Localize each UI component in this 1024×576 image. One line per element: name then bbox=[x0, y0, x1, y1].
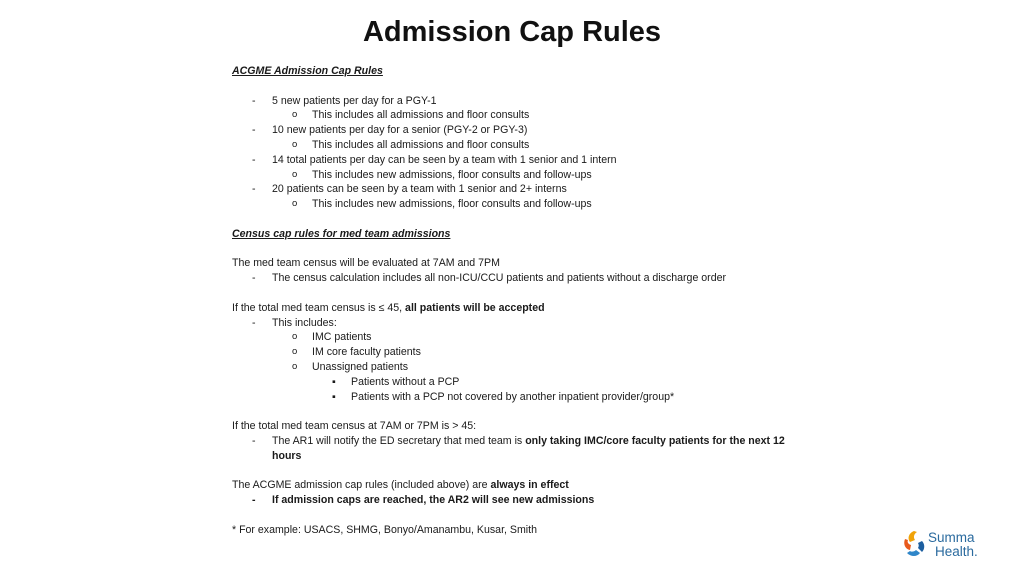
over-bullet-prefix: The AR1 will notify the ED secretary that med team is bbox=[272, 434, 526, 447]
cap-effect-text bbox=[232, 478, 852, 493]
census-over-bullet bbox=[232, 434, 812, 464]
over-bullet-bold: only taking IMC/core faculty patients for the next 12 hours bbox=[272, 434, 785, 462]
caps-reached-bullet: - If admission caps are reached, the AR2 will see new admissions bbox=[232, 493, 852, 508]
logo-wordmark bbox=[928, 531, 978, 559]
census-over-threshold: If the total med team census at 7AM or 7PM is > 45: bbox=[232, 420, 477, 433]
acgme-rule-2: - 10 new patients per day for a senior (PGY-2 or PGY-3) bbox=[232, 123, 852, 138]
includes-item-imc: o IMC patients bbox=[232, 330, 852, 345]
acgme-rule-2-note: o This includes all admissions and floor consults bbox=[232, 138, 852, 153]
includes-label: - This includes: bbox=[232, 316, 852, 331]
census-heading: Census cap rules for med team admissions bbox=[232, 227, 451, 240]
document-body bbox=[232, 64, 852, 538]
unassigned-sub-no-pcp: ▪ Patients without a PCP bbox=[232, 375, 852, 390]
includes-item-faculty: o IM core faculty patients bbox=[232, 345, 852, 360]
acgme-rule-3-note: o This includes new admissions, floor consults and follow-ups bbox=[232, 168, 852, 183]
acgme-rule-4: - 20 patients can be seen by a team with 1 senior and 2+ interns bbox=[232, 182, 852, 197]
footnote: * For example: USACS, SHMG, Bonyo/Amanambu, Kusar, Smith bbox=[232, 523, 537, 536]
logo-line-2: Health. bbox=[935, 544, 978, 559]
unassigned-sub-pcp-not-covered: ▪ Patients with a PCP not covered by another inpatient provider/group* bbox=[232, 390, 852, 405]
acgme-rule-4-note: o This includes new admissions, floor consults and follow-ups bbox=[232, 197, 852, 212]
includes-item-unassigned: o Unassigned patients bbox=[232, 360, 852, 375]
logo-line-1: Summa bbox=[928, 530, 975, 545]
census-calculation-text: - The census calculation includes all non-ICU/CCU patients and patients without a discharge order bbox=[232, 271, 852, 286]
page-title: Admission Cap Rules bbox=[362, 16, 662, 48]
census-under-prefix: If the total med team census is ≤ 45, bbox=[232, 301, 406, 314]
acgme-rule-1: - 5 new patients per day for a PGY-1 bbox=[232, 94, 852, 109]
summa-logo-mark-icon bbox=[902, 529, 928, 563]
census-under-bold: all patients will be accepted bbox=[405, 301, 545, 314]
acgme-rule-1-note: o This includes all admissions and floor consults bbox=[232, 108, 852, 123]
cap-effect-prefix: The ACGME admission cap rules (included above) are bbox=[232, 479, 491, 492]
acgme-heading: ACGME Admission Cap Rules bbox=[232, 65, 383, 77]
cap-effect-bold: always in effect bbox=[490, 479, 569, 492]
census-under-threshold bbox=[232, 301, 852, 316]
summa-health-logo bbox=[902, 528, 982, 564]
acgme-rule-3: - 14 total patients per day can be seen by a team with 1 senior and 1 intern bbox=[232, 153, 852, 168]
census-evaluated-text: The med team census will be evaluated at 7AM and 7PM bbox=[232, 257, 500, 270]
